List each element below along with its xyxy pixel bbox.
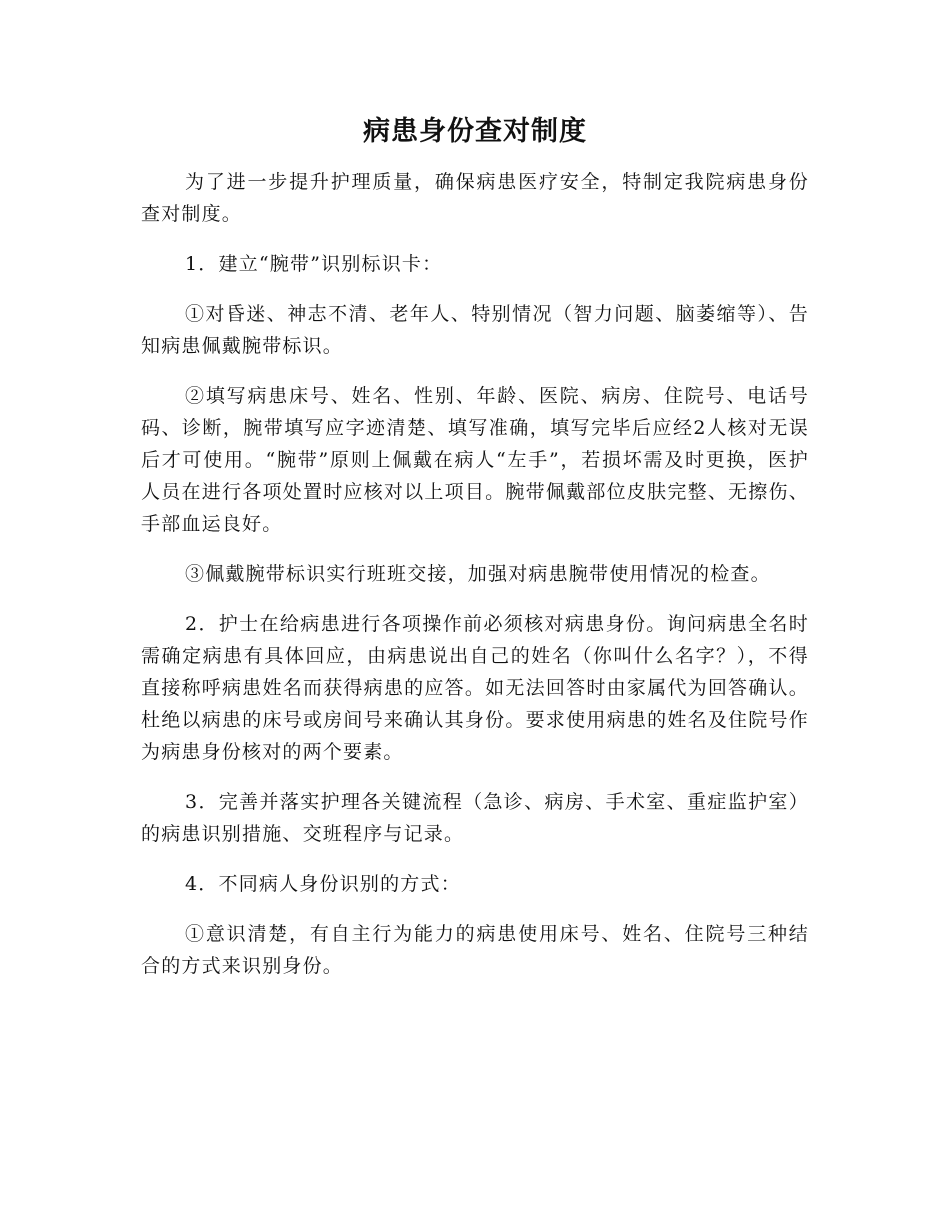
section-1-item-2: ②填写病患床号、姓名、性别、年龄、医院、病房、住院号、电话号码、诊断，腕带填写应字迹清楚、填写准确，填写完毕后应经2人核对无误后才可使用。“腕带”原则上佩戴在病人“左手”，若损坏需及时更换，医护人员在进行各项处置时应核对以上项目。腕带佩戴部位皮肤完整、无擦伤、手部血运良好。 — [141, 385, 809, 535]
section-1-item-3: ③佩戴腕带标识实行班班交接，加强对病患腕带使用情况的检查。 — [185, 563, 771, 585]
section-4-item-1: ①意识清楚，有自主行为能力的病患使用床号、姓名、住院号三种结合的方式来识别身份。 — [141, 923, 809, 977]
document-body — [141, 166, 809, 1000]
section-2-paragraph: 2．护士在给病患进行各项操作前必须核对病患身份。询问病患全名时需确定病患有具体回应，由病患说出自己的姓名（你叫什么名字？），不得直接称呼病患姓名而获得病患的应答。如无法回答时由家属代为回答确认。杜绝以病患的床号或房间号来确认其身份。要求使用病患的姓名及住院号作为病患身份核对的两个要素。 — [141, 613, 809, 763]
document-title: 病患身份查对制度 — [363, 116, 587, 147]
intro-paragraph: 为了进一步提升护理质量，确保病患医疗安全，特制定我院病患身份查对制度。 — [141, 171, 809, 225]
section-1-heading: 1．建立“腕带”识别标识卡： — [185, 253, 443, 275]
section-3-paragraph: 3．完善并落实护理各关键流程（急诊、病房、手术室、重症监护室）的病患识别措施、交班程序与记录。 — [141, 791, 809, 845]
section-4-heading: 4．不同病人身份识别的方式： — [185, 873, 461, 895]
section-1-item-1: ①对昏迷、神志不清、老年人、特别情况（智力问题、脑萎缩等）、告知病患佩戴腕带标识。 — [141, 303, 809, 357]
